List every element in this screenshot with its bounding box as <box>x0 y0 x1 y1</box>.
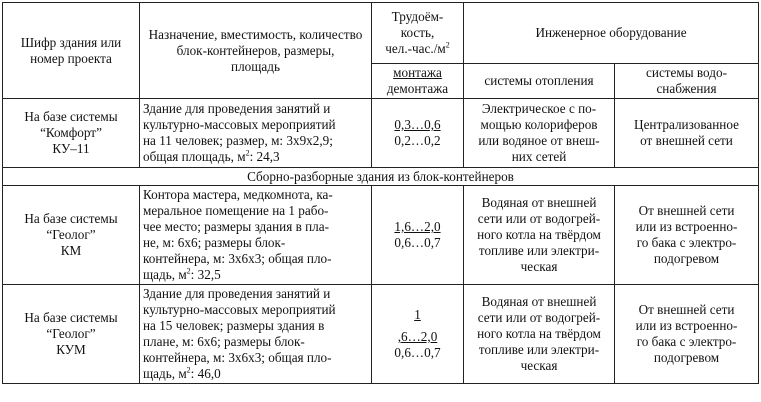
row-labor-dismount: 0,6…0,7 <box>394 345 441 360</box>
row-labor <box>372 186 464 285</box>
row-purpose <box>140 99 372 168</box>
section-row <box>3 168 759 186</box>
row-code: На базе системы “Комфорт” КУ–11 <box>3 99 140 168</box>
row-purpose <box>140 186 372 285</box>
row-water: Централизованное от внешней сети <box>615 99 759 168</box>
row-labor-mount: 0,3…0,6 <box>394 117 441 132</box>
header-row-1 <box>3 3 759 64</box>
row-purpose-text: Контора мастера, медкомнота, ка- меральное помещение на 1 рабо- чее место; размеры здания в пла- не, м: 6х6; размеры блок- контейнера, м: 3х6х3; общая пло- щадь, м <box>143 187 333 282</box>
row-labor-dismount: 0,2…0,2 <box>394 133 441 148</box>
row-purpose-tail: : 46,0 <box>190 366 221 381</box>
header-labor-dismount: демонтажа <box>386 81 449 96</box>
row-labor <box>372 285 464 384</box>
row-heating: Водяная от внешней сети или от водогрей- ного котла на твёрдом топливе или электри- ческая <box>464 285 615 384</box>
header-heating: системы отопления <box>464 64 615 99</box>
buildings-table <box>2 2 759 384</box>
row-labor-extra: 1 <box>414 307 421 322</box>
row-code: На базе системы “Геолог” КМ <box>3 186 140 285</box>
header-labor-sub <box>372 64 464 99</box>
row-purpose-text: Здание для проведения занятий и культурно-массовых мероприятий на 15 человек; размеры здания в плане, м: 6х6; размеры блок- контейнера, м: 3х6х3; общая пло- щадь, м <box>143 286 336 381</box>
header-labor <box>372 3 464 64</box>
header-labor-sup: 2 <box>445 40 450 50</box>
row-heating: Электрическое с по- мощью колориферов или водяное от внеш- них сетей <box>464 99 615 168</box>
row-labor-mount: ,6…2,0 <box>397 329 438 344</box>
table-row <box>3 186 759 285</box>
row-purpose <box>140 285 372 384</box>
row-purpose-sup: 2 <box>186 365 191 375</box>
row-code: На базе системы “Геолог” КУМ <box>3 285 140 384</box>
row-purpose-sup: 2 <box>186 266 191 276</box>
row-labor-mount: 1,6…2,0 <box>394 219 441 234</box>
header-water: системы водо- снабжения <box>615 64 759 99</box>
row-purpose-text: Здание для проведения занятий и культурно-массовых мероприятий на 11 человек; размер, м: 3х9х2,9; общая площадь, м <box>143 101 336 164</box>
header-code: Шифр здания или номер проекта <box>3 3 140 99</box>
header-engineering: Инженерное оборудование <box>464 3 759 64</box>
header-labor-mount: монтажа <box>393 65 442 80</box>
row-purpose-sup: 2 <box>245 148 250 158</box>
row-heating: Водяная от внешней сети или от водогрей- ного котла на твёрдом топливе или электри- ческая <box>464 186 615 285</box>
row-labor <box>372 99 464 168</box>
row-labor-dismount: 0,6…0,7 <box>394 235 441 250</box>
table-row <box>3 99 759 168</box>
header-purpose: Назначение, вместимость, количество блок-контейнеров, размеры, площадь <box>140 3 372 99</box>
section-title: Сборно-разборные здания из блок-контейнеров <box>3 168 759 186</box>
header-labor-text: Трудоём- кость, чел.-час./м <box>385 9 446 56</box>
row-purpose-tail: : 24,3 <box>249 149 280 164</box>
row-water: От внешней сети или из встроенно- го бака с электро- подогревом <box>615 186 759 285</box>
row-water: От внешней сети или из встроенно- го бака с электро- подогревом <box>615 285 759 384</box>
table-row <box>3 285 759 384</box>
row-purpose-tail: : 32,5 <box>190 267 221 282</box>
